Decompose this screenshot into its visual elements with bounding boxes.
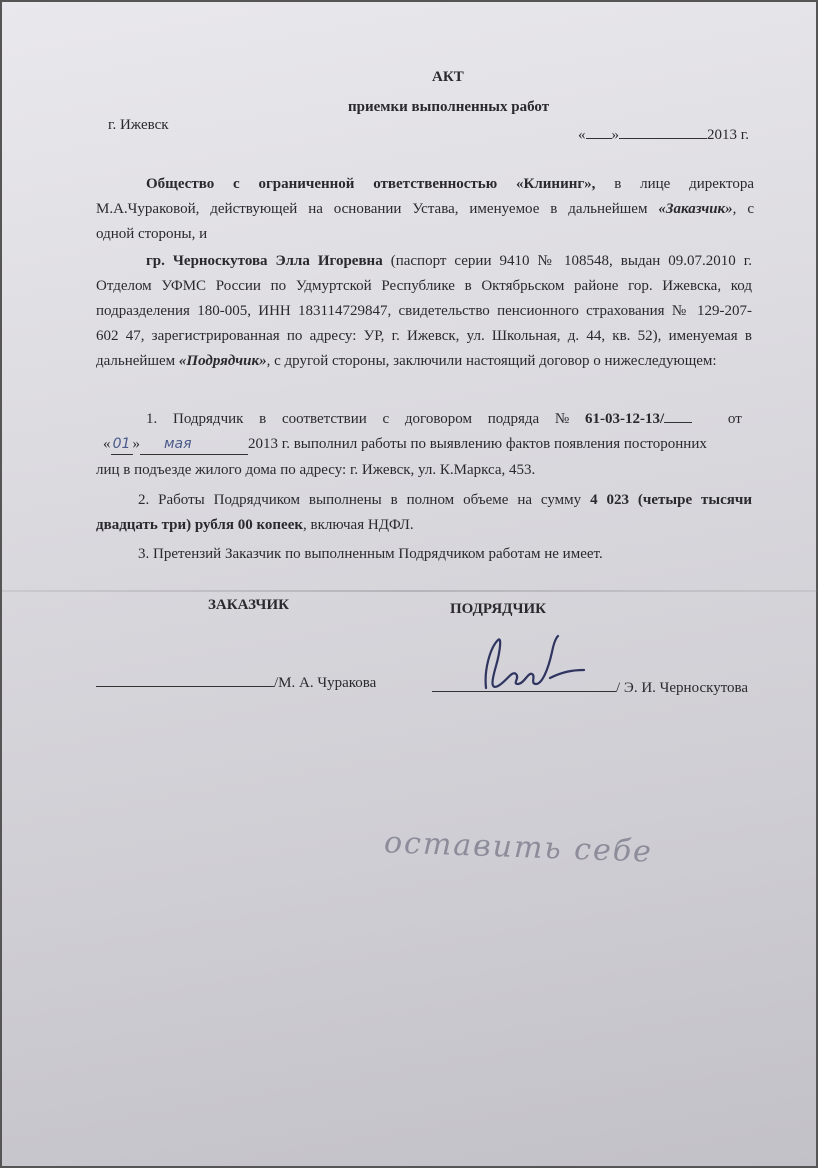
party2-line4: 602 47, зарегистрированная по адресу: УР, г. Ижевск, ул. Школьная, д. 44, кв. 52), именуемая в — [96, 328, 752, 344]
party1-line3: одной стороны, и — [96, 226, 208, 242]
item1-line1: 1. Подрядчик в соответствии с договором подряда № 61-03-12-13/ от — [146, 411, 742, 427]
city: г. Ижевск — [108, 117, 169, 133]
handwritten-day: 01 — [111, 435, 133, 455]
party1-line2: М.А.Чураковой, действующей на основании Устава, именуемое в дальнейшем «Заказчик», с — [96, 201, 754, 217]
party2-line2: Отделом УФМС России по Удмуртской Республике в Октябрьском районе гор. Ижевска, код — [96, 278, 752, 294]
item1-line3: лиц в подъезде жилого дома по адресу: г. Ижевск, ул. К.Маркса, 453. — [96, 462, 536, 478]
date-line: « » 2013 г. — [578, 127, 749, 143]
party2-line1: гр. Черноскутова Элла Игоревна (паспорт серии 9410 № 108548, выдан 09.07.2010 г. — [146, 253, 752, 269]
contractor-heading: ПОДРЯДЧИК — [450, 601, 547, 617]
doc-title: АКТ — [432, 69, 464, 85]
item2-line1: 2. Работы Подрядчиком выполнены в полном объеме на сумму 4 023 (четыре тысячи — [138, 492, 752, 508]
contractor-signature — [472, 630, 592, 700]
handwritten-note: оставить себе — [383, 825, 654, 870]
customer-name: /М. А. Чуракова — [274, 675, 377, 691]
doc-subtitle: приемки выполненных работ — [348, 99, 550, 115]
item2-line2: двадцать три) рубля 00 копеек, включая НДФЛ. — [96, 517, 414, 533]
handwritten-month: мая — [140, 435, 248, 455]
item1-line2: « 01 » мая 2013 г. выполнил работы по выявлению фактов появления посторонних — [103, 435, 707, 455]
paper-fold — [2, 590, 818, 592]
party2-line3: подразделения 180-005, ИНН 183114729847, свидетельство пенсионного страхования № 129-207- — [96, 303, 752, 319]
party1-line1: Общество с ограниченной ответственностью «Клининг», в лице директора — [146, 176, 755, 192]
contractor-name: / Э. И. Черноскутова — [616, 680, 749, 696]
customer-heading: ЗАКАЗЧИК — [208, 597, 289, 613]
item3-line: 3. Претензий Заказчик по выполненным Подрядчиком работам не имеет. — [138, 546, 603, 562]
party2-line5: дальнейшем «Подрядчик», с другой стороны, заключили настоящий договор о нижеследующем: — [96, 353, 717, 369]
customer-signature-line — [96, 674, 376, 693]
